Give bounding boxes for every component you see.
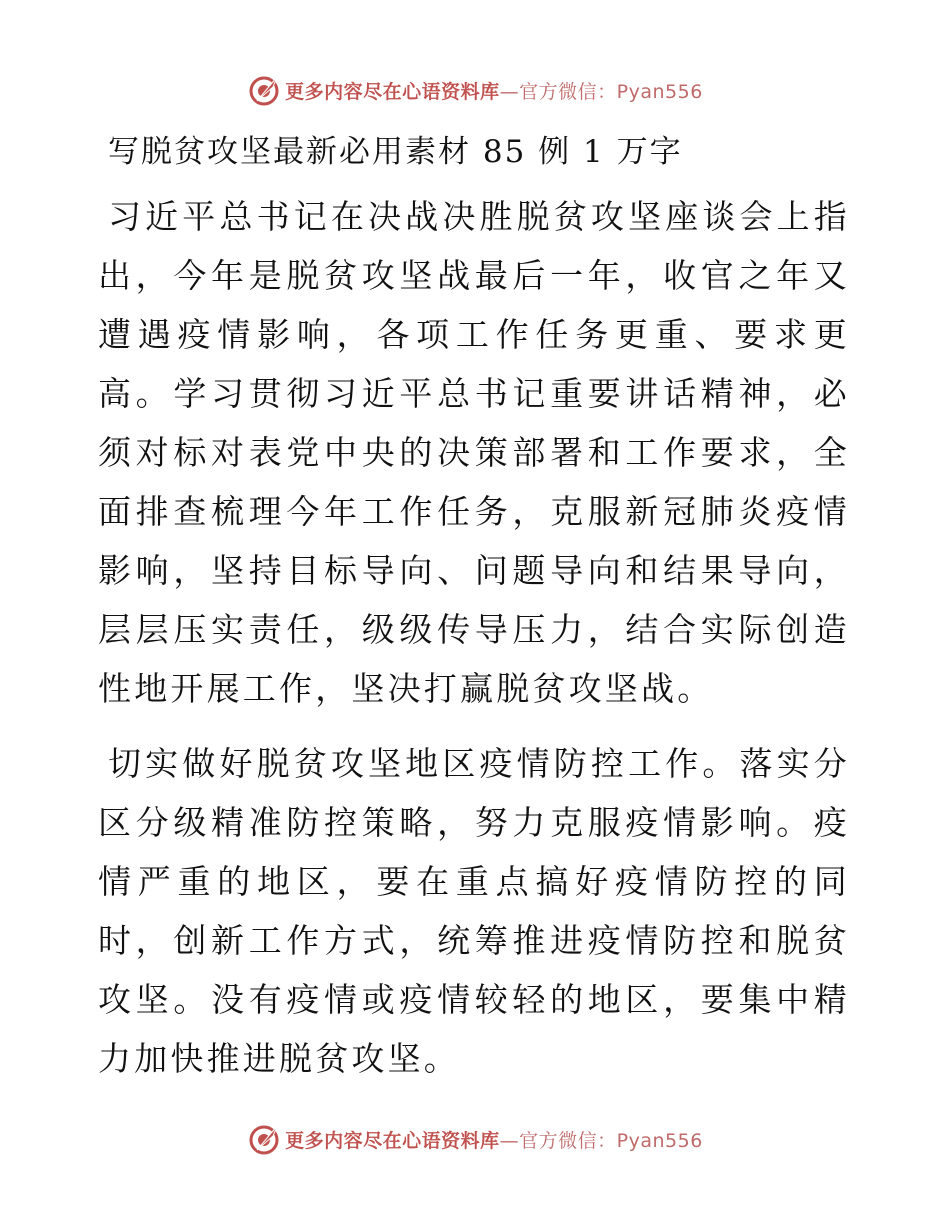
document-title: 写脱贫攻坚最新必用素材 85 例 1 万字 [108, 134, 683, 170]
footer-banner-text [285, 1126, 703, 1153]
header-wechat: —官方微信：Pyan556 [499, 80, 703, 103]
header-banner-text [285, 77, 703, 104]
header-brand: 更多内容尽在心语资料库 [285, 80, 500, 103]
paragraph-1: 习近平总书记在决战决胜脱贫攻坚座谈会上指出，今年是脱贫攻坚战最后一年，收官之年又遭遇疫情影响，各项工作任务更重、要求更高。学习贯彻习近平总书记重要讲话精神，必须对标对表党中央的决策部署和工作要求，全面排查梳理今年工作任务，克服新冠肺炎疫情影响，坚持目标导向、问题导向和结果导向，层层压实责任，级级传导压力，结合实际创造性地开展工作，坚决打赢脱贫攻坚战。 [98, 197, 850, 708]
quill-logo-icon [247, 1122, 281, 1156]
footer-brand: 更多内容尽在心语资料库 [285, 1129, 500, 1152]
footer-wechat: —官方微信：Pyan556 [499, 1129, 703, 1152]
paragraph-2: 切实做好脱贫攻坚地区疫情防控工作。落实分区分级精准防控策略，努力克服疫情影响。疫情严重的地区，要在重点搞好疫情防控的同时，创新工作方式，统筹推进疫情防控和脱贫攻坚。没有疫情或疫情较轻的地区，要集中精力加快推进脱贫攻坚。 [98, 744, 850, 1078]
quill-logo-icon [247, 73, 281, 107]
footer-banner [0, 1119, 950, 1159]
header-banner [0, 70, 950, 110]
